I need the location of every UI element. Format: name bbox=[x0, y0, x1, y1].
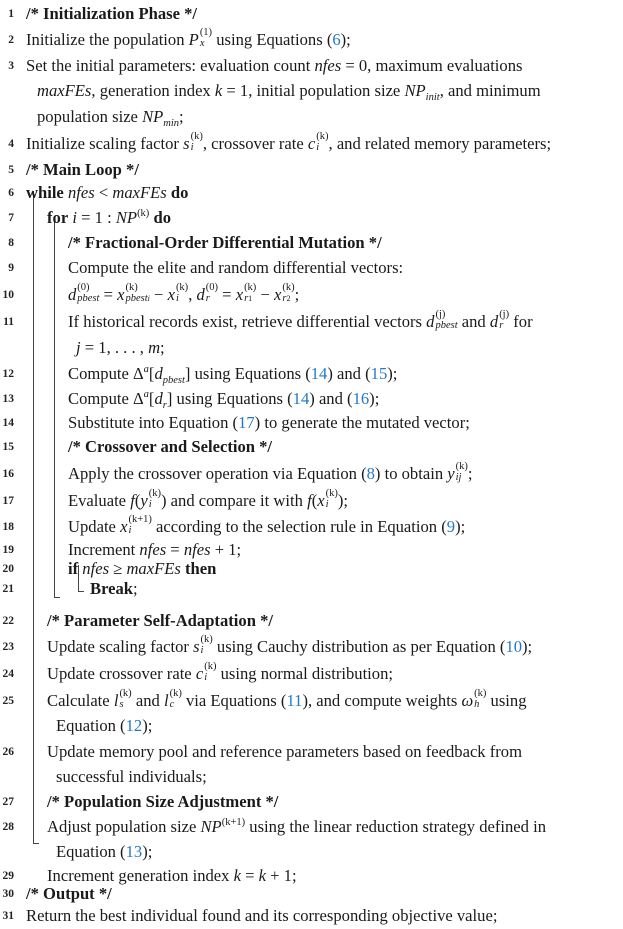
line-number: 16 bbox=[2, 468, 14, 480]
text: and bbox=[131, 691, 164, 710]
for-block-bar bbox=[54, 216, 55, 597]
sub: c bbox=[169, 699, 175, 711]
equation-ref-link[interactable]: 10 bbox=[505, 637, 523, 656]
text: Compute Δ bbox=[68, 364, 144, 383]
line-text bbox=[26, 27, 351, 53]
line-text bbox=[47, 634, 532, 660]
line-text bbox=[26, 131, 551, 157]
math: − bbox=[149, 285, 168, 304]
line-number: 22 bbox=[2, 615, 14, 627]
math-supsub bbox=[474, 687, 487, 713]
math: y bbox=[140, 491, 148, 510]
math-supsub bbox=[282, 281, 295, 307]
line-number: 29 bbox=[2, 870, 14, 882]
math: x bbox=[120, 517, 128, 536]
text: , and minimum bbox=[439, 81, 541, 100]
math: k bbox=[214, 81, 223, 100]
sub: 1 bbox=[248, 294, 253, 304]
keyword-then: then bbox=[184, 559, 217, 578]
text: Equation ( bbox=[56, 842, 126, 861]
equation-ref-link[interactable]: 12 bbox=[125, 716, 143, 735]
math: maxFEs bbox=[112, 183, 167, 202]
math: i bbox=[72, 208, 77, 227]
sup: a bbox=[143, 389, 149, 400]
text: using Cauchy distribution as per Equation ( bbox=[212, 637, 506, 656]
line-number: 13 bbox=[2, 393, 14, 405]
line-number: 15 bbox=[2, 441, 14, 453]
text: Increment bbox=[68, 540, 140, 559]
math: d bbox=[154, 364, 163, 383]
text: ; bbox=[179, 107, 184, 126]
text: using normal distribution; bbox=[216, 664, 393, 683]
equation-ref-link[interactable]: 9 bbox=[446, 517, 456, 536]
sup: (k) bbox=[169, 687, 182, 699]
line-number: 30 bbox=[2, 888, 14, 900]
sub: i bbox=[148, 499, 152, 511]
text: according to the selection rule in Equation ( bbox=[151, 517, 447, 536]
sup: (k) bbox=[175, 281, 189, 293]
equation-ref-link[interactable]: 16 bbox=[352, 389, 370, 408]
line-number: 12 bbox=[2, 368, 14, 380]
line-text: Evaluate f(y (k) i ) and compare it with f(x (k) i ); bbox=[68, 488, 348, 514]
math: , bbox=[188, 285, 197, 304]
text: and compare it with bbox=[166, 491, 308, 510]
math-supsub bbox=[244, 281, 257, 307]
math: + 1 bbox=[266, 866, 292, 885]
line-text bbox=[68, 410, 470, 436]
sub: i bbox=[175, 293, 179, 305]
text: , crossover rate bbox=[202, 134, 308, 153]
line-number: 4 bbox=[8, 138, 14, 150]
math: NP bbox=[404, 81, 426, 100]
line-number: 10 bbox=[2, 289, 14, 301]
line-text bbox=[37, 104, 184, 130]
line-number: 1 bbox=[8, 8, 14, 20]
line-number: 24 bbox=[2, 668, 14, 680]
math: maxFEs bbox=[126, 559, 181, 578]
line-text: Compute $\Delta^a[d_r]$ using Equations (14) and (16); bbox=[68, 389, 380, 411]
sub: i bbox=[190, 142, 194, 154]
text: = 1, . . . , bbox=[80, 338, 149, 357]
math: d bbox=[68, 285, 77, 304]
sup: (k) bbox=[137, 208, 150, 219]
math: nfes bbox=[183, 540, 211, 559]
line-number: 23 bbox=[2, 641, 14, 653]
text: via Equations ( bbox=[181, 691, 287, 710]
math: nfes bbox=[82, 559, 110, 578]
math-supsub bbox=[169, 687, 182, 713]
line-number: 7 bbox=[8, 212, 14, 224]
sub: pbest bbox=[435, 320, 458, 332]
text: , generation index bbox=[91, 81, 215, 100]
if-block-end bbox=[78, 591, 84, 592]
equation-ref-link[interactable]: 17 bbox=[238, 413, 255, 432]
text: = 1, initial population size bbox=[222, 81, 405, 100]
text: using Equations ( bbox=[190, 364, 311, 383]
math: = 1 : bbox=[76, 208, 116, 227]
math: k bbox=[258, 866, 267, 885]
text: ); bbox=[142, 842, 153, 861]
keyword-do: do bbox=[153, 208, 171, 227]
sub: pbest bbox=[162, 375, 185, 386]
sup: (k) bbox=[125, 281, 138, 293]
math: x bbox=[317, 491, 325, 510]
line-text bbox=[68, 461, 473, 487]
comment-initialization: /* Initialization Phase */ bbox=[26, 4, 198, 23]
sup: (0) bbox=[77, 281, 90, 293]
sub: i bbox=[204, 672, 208, 684]
math: = bbox=[166, 540, 184, 559]
line-number: 26 bbox=[2, 746, 14, 758]
for-block-end bbox=[54, 597, 60, 598]
text: ); bbox=[369, 389, 380, 408]
sup: (0) bbox=[205, 281, 219, 293]
line-text bbox=[47, 688, 527, 714]
line-number: 2 bbox=[8, 34, 14, 46]
sub: i bbox=[128, 525, 132, 537]
keyword-if: if bbox=[68, 559, 79, 578]
math: ; bbox=[467, 464, 473, 483]
sup: (k) bbox=[119, 687, 132, 699]
math: = bbox=[99, 285, 118, 304]
math: < bbox=[94, 183, 113, 202]
math-supsub bbox=[77, 281, 100, 307]
text: ); bbox=[142, 716, 153, 735]
math: x bbox=[117, 285, 125, 304]
line-text bbox=[76, 335, 165, 361]
line-number: 5 bbox=[8, 164, 14, 176]
text: using the linear reduction strategy defined in bbox=[245, 817, 547, 836]
math: s bbox=[193, 637, 200, 656]
line-text bbox=[68, 282, 299, 308]
math: ; bbox=[291, 866, 297, 885]
line-number: 11 bbox=[3, 316, 14, 328]
line-text bbox=[26, 180, 188, 206]
sub: i bbox=[200, 645, 204, 657]
sub: h bbox=[474, 699, 480, 711]
math: s bbox=[183, 134, 190, 153]
text: ); bbox=[387, 364, 398, 383]
math: f bbox=[130, 491, 135, 510]
line-number: 8 bbox=[8, 237, 14, 249]
math-supsub bbox=[499, 308, 510, 334]
math: ; bbox=[236, 540, 242, 559]
text: ) and ( bbox=[327, 364, 371, 383]
line-number: 18 bbox=[2, 521, 14, 533]
math-supsub bbox=[125, 281, 150, 307]
line-number: 9 bbox=[8, 262, 14, 274]
equation-ref-link[interactable]: 8 bbox=[366, 464, 375, 483]
text: ); bbox=[340, 30, 351, 49]
sup: (k+1) bbox=[221, 817, 246, 828]
text: Initialize the population bbox=[26, 30, 189, 49]
math: x bbox=[167, 285, 175, 304]
comment-mutation: /* Fractional-Order Differential Mutation */ bbox=[68, 233, 382, 252]
math: nfes bbox=[314, 56, 342, 75]
text: ) to generate the mutated vector; bbox=[254, 413, 470, 432]
text: Adjust population size bbox=[47, 817, 201, 836]
sub: r bbox=[282, 293, 287, 305]
text: Evaluate bbox=[68, 491, 131, 510]
math: NP bbox=[142, 107, 164, 126]
math: y bbox=[447, 464, 455, 483]
sub: init bbox=[425, 92, 440, 103]
keyword-do: do bbox=[170, 183, 189, 202]
math: P bbox=[188, 30, 199, 49]
equation-ref-link[interactable]: 6 bbox=[332, 30, 341, 49]
sub: i bbox=[325, 499, 329, 511]
sup: (k) bbox=[148, 487, 161, 499]
equation-ref-link[interactable]: 14 bbox=[310, 364, 328, 383]
math-supsub bbox=[119, 687, 132, 713]
math-supsub bbox=[190, 130, 203, 156]
line-number: 20 bbox=[2, 563, 14, 575]
equation-ref-link[interactable]: 15 bbox=[370, 364, 388, 383]
comment-population-size: /* Population Size Adjustment */ bbox=[47, 792, 279, 811]
line-text bbox=[37, 78, 541, 104]
text: using Equations ( bbox=[212, 30, 333, 49]
while-block-bar bbox=[33, 191, 34, 843]
math: − bbox=[256, 285, 274, 304]
line-text bbox=[56, 713, 152, 739]
sub: pbest bbox=[125, 293, 148, 305]
math: d bbox=[489, 312, 499, 331]
math: + 1 bbox=[210, 540, 237, 559]
math: j bbox=[76, 338, 81, 357]
line-text: Compute $\Delta^a[d_{pbest}]$ using Equations (14) and (15); bbox=[68, 364, 398, 386]
sup: (k) bbox=[455, 460, 468, 472]
equation-ref-link[interactable]: 13 bbox=[125, 842, 143, 861]
sup: (k) bbox=[474, 687, 487, 699]
keyword-break: Break bbox=[90, 579, 134, 598]
line-text: Compute the elite and random differential vectors: bbox=[68, 258, 404, 277]
math: d bbox=[154, 389, 163, 408]
text: ), and compute weights bbox=[302, 691, 462, 710]
while-block-end bbox=[33, 843, 39, 844]
sub: r bbox=[205, 293, 210, 305]
text: population size bbox=[37, 107, 143, 126]
line-number: 31 bbox=[2, 910, 14, 922]
sub: 2 bbox=[286, 294, 291, 304]
line-text: successful individuals; bbox=[56, 767, 207, 786]
sub: min bbox=[163, 118, 180, 129]
math-supsub bbox=[204, 660, 217, 686]
math-supsub bbox=[148, 487, 161, 513]
text: using Equations ( bbox=[172, 389, 293, 408]
sub: s bbox=[119, 699, 124, 711]
line-text bbox=[47, 814, 546, 840]
line-text bbox=[26, 53, 522, 79]
sup: (k) bbox=[282, 281, 295, 293]
text: ) to obtain bbox=[374, 464, 448, 483]
sub: pbest bbox=[77, 293, 100, 305]
text: Compute Δ bbox=[68, 389, 144, 408]
sup: a bbox=[143, 364, 149, 375]
math: x bbox=[235, 285, 244, 304]
sup: (k) bbox=[200, 633, 213, 645]
text: Increment generation index bbox=[47, 866, 234, 885]
math: d bbox=[426, 312, 435, 331]
text: Calculate bbox=[47, 691, 114, 710]
sup: (k) bbox=[244, 281, 257, 293]
line-text bbox=[90, 576, 138, 602]
math: ; bbox=[133, 579, 138, 598]
math: k bbox=[233, 866, 241, 885]
math: ); bbox=[337, 491, 348, 510]
text: Initialize scaling factor bbox=[26, 134, 184, 153]
text: and bbox=[457, 312, 490, 331]
sub: i bbox=[316, 142, 320, 154]
math: c bbox=[195, 664, 204, 683]
math: nfes bbox=[67, 183, 95, 202]
sub: x bbox=[199, 38, 205, 50]
comment-crossover: /* Crossover and Selection */ bbox=[68, 437, 273, 456]
sup: (k) bbox=[325, 487, 338, 499]
comment-output: /* Output */ bbox=[26, 884, 112, 903]
math: ; bbox=[160, 338, 165, 357]
text: If historical records exist, retrieve differential vectors bbox=[68, 312, 427, 331]
sup: (1) bbox=[199, 26, 213, 38]
sup: (k) bbox=[204, 660, 217, 672]
line-number: 25 bbox=[2, 695, 14, 707]
line-number: 3 bbox=[8, 60, 14, 72]
math-supsub bbox=[435, 308, 458, 334]
text: Apply the crossover operation via Equation ( bbox=[68, 464, 367, 483]
text: = 0, maximum evaluations bbox=[341, 56, 523, 75]
math-supsub bbox=[200, 633, 213, 659]
math-supsub bbox=[325, 487, 338, 513]
line-number: 6 bbox=[8, 187, 14, 199]
sub: r bbox=[162, 400, 167, 411]
text: Set the initial parameters: evaluation count bbox=[26, 56, 315, 75]
comment-self-adaptation: /* Parameter Self-Adaptation */ bbox=[47, 611, 273, 630]
text: , and related memory parameters; bbox=[328, 134, 552, 153]
math: nfes bbox=[139, 540, 167, 559]
text: for bbox=[509, 312, 533, 331]
comment-main-loop: /* Main Loop */ bbox=[26, 160, 139, 179]
sup: (k) bbox=[316, 130, 329, 142]
equation-ref-link[interactable]: 11 bbox=[286, 691, 303, 710]
math: d bbox=[196, 285, 205, 304]
line-number: 14 bbox=[2, 417, 14, 429]
math: m bbox=[148, 338, 161, 357]
line-text bbox=[68, 309, 533, 335]
text: Update crossover rate bbox=[47, 664, 196, 683]
line-text bbox=[47, 661, 393, 687]
math-supsub bbox=[128, 513, 152, 539]
math-supsub bbox=[175, 281, 189, 307]
line-number: 19 bbox=[2, 544, 14, 556]
line-number: 27 bbox=[2, 796, 14, 808]
text: Equation ( bbox=[56, 716, 126, 735]
text: ) and ( bbox=[309, 389, 353, 408]
text: ); bbox=[455, 517, 466, 536]
sup: (k+1) bbox=[128, 513, 152, 525]
text: Update bbox=[68, 517, 121, 536]
equation-ref-link[interactable]: 14 bbox=[292, 389, 310, 408]
sup: (k) bbox=[190, 130, 203, 142]
text: Substitute into Equation ( bbox=[68, 413, 239, 432]
line-text: Return the best individual found and its corresponding objective value; bbox=[26, 906, 498, 925]
text: Update scaling factor bbox=[47, 637, 194, 656]
math: = bbox=[218, 285, 236, 304]
math: ; bbox=[294, 285, 300, 304]
sub: r bbox=[244, 293, 249, 305]
text: using bbox=[486, 691, 527, 710]
math-supsub bbox=[205, 281, 219, 307]
math: c bbox=[307, 134, 316, 153]
line-text bbox=[47, 205, 171, 231]
keyword-while: while bbox=[26, 183, 64, 202]
text: ); bbox=[522, 637, 533, 656]
line-number: 28 bbox=[2, 821, 14, 833]
math: ≥ bbox=[109, 559, 127, 578]
line-number: 17 bbox=[2, 495, 14, 507]
sup: (j) bbox=[435, 308, 446, 320]
keyword-for: for bbox=[47, 208, 69, 227]
math: NP bbox=[200, 817, 222, 836]
sub: i bbox=[147, 294, 150, 304]
math: l bbox=[113, 691, 119, 710]
math: ω bbox=[461, 691, 474, 710]
line-text: Update memory pool and reference parameters based on feedback from bbox=[47, 742, 523, 761]
math-supsub bbox=[316, 130, 329, 156]
line-text bbox=[56, 839, 152, 865]
line-number: 21 bbox=[2, 583, 14, 595]
math: maxFEs bbox=[37, 81, 92, 100]
sub: r bbox=[499, 320, 504, 332]
math: = bbox=[240, 866, 259, 885]
math: f bbox=[307, 491, 312, 510]
math: NP bbox=[115, 208, 138, 227]
math: l bbox=[163, 691, 169, 710]
math-supsub bbox=[455, 460, 468, 486]
sub: ij bbox=[455, 472, 462, 484]
math-supsub bbox=[199, 26, 213, 52]
sup: (j) bbox=[499, 308, 510, 320]
math: x bbox=[273, 285, 282, 304]
